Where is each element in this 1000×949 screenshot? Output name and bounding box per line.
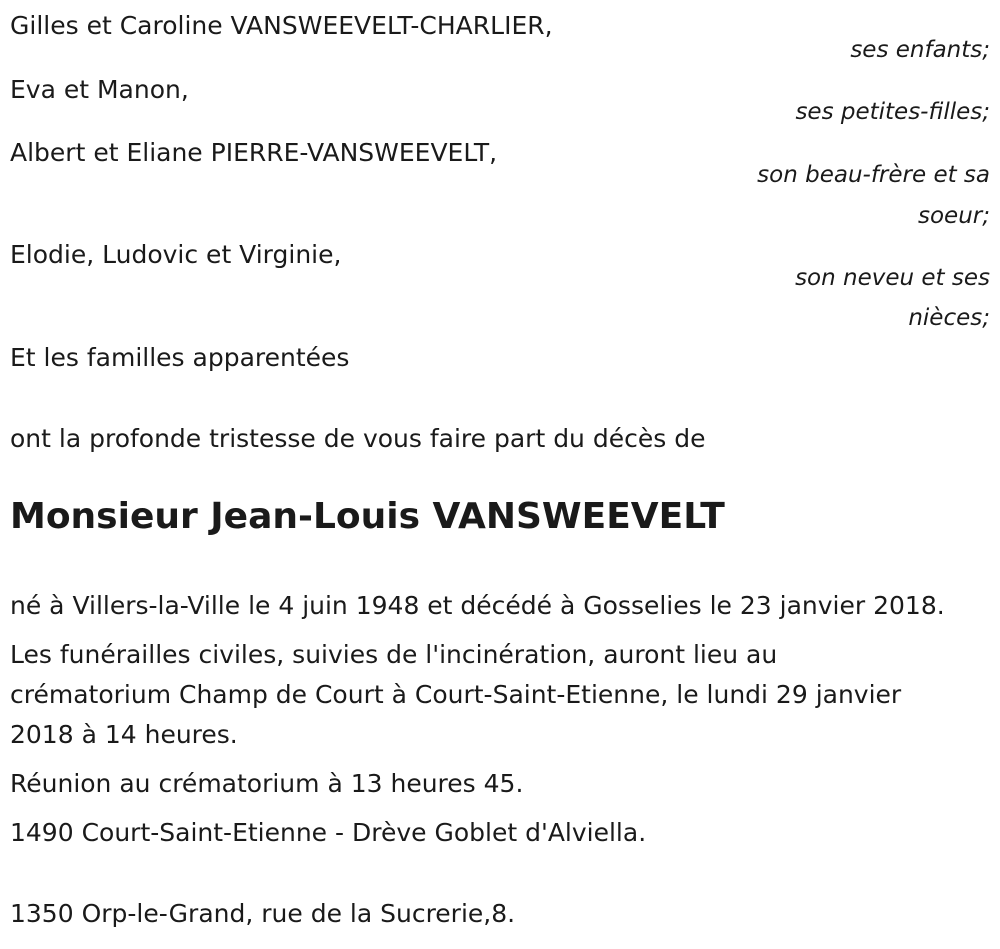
funeral-line-3: 2018 à 14 heures. <box>10 720 238 749</box>
relation-children: ses enfants; <box>850 37 990 63</box>
birth-death-text: né à Villers-la-Ville le 4 juin 1948 et décédé à Gosselies le 23 janvier 2018. <box>10 591 945 620</box>
funeral-line-1: Les funérailles civiles, suivies de l'incinération, auront lieu au <box>10 640 778 669</box>
family-names-siblings: Albert et Eliane PIERRE-VANSWEEVELT, <box>10 138 498 167</box>
family-names-nephews: Elodie, Ludovic et Virginie, <box>10 240 342 269</box>
meeting-text: Réunion au crématorium à 13 heures 45. <box>10 769 524 798</box>
family-address: 1350 Orp-le-Grand, rue de la Sucrerie,8. <box>10 899 516 928</box>
family-names-children: Gilles et Caroline VANSWEEVELT-CHARLIER, <box>10 11 553 40</box>
announcement-text: ont la profonde tristesse de vous faire part du décès de <box>10 424 706 453</box>
relation-granddaughters: ses petites-filles; <box>795 99 990 125</box>
deceased-name: Monsieur Jean-Louis VANSWEEVELT <box>10 496 725 537</box>
relation-nephews-line2: nièces; <box>908 305 990 331</box>
relation-siblings-line2: soeur; <box>918 203 990 229</box>
relation-nephews-line1: son neveu et ses <box>795 265 990 291</box>
crematorium-address: 1490 Court-Saint-Etienne - Drève Goblet d'Alviella. <box>10 818 647 847</box>
relatives-line: Et les familles apparentées <box>10 343 350 372</box>
relation-siblings-line1: son beau-frère et sa <box>757 162 990 188</box>
family-names-granddaughters: Eva et Manon, <box>10 75 189 104</box>
funeral-line-2: crématorium Champ de Court à Court-Saint-Etienne, le lundi 29 janvier <box>10 680 902 709</box>
